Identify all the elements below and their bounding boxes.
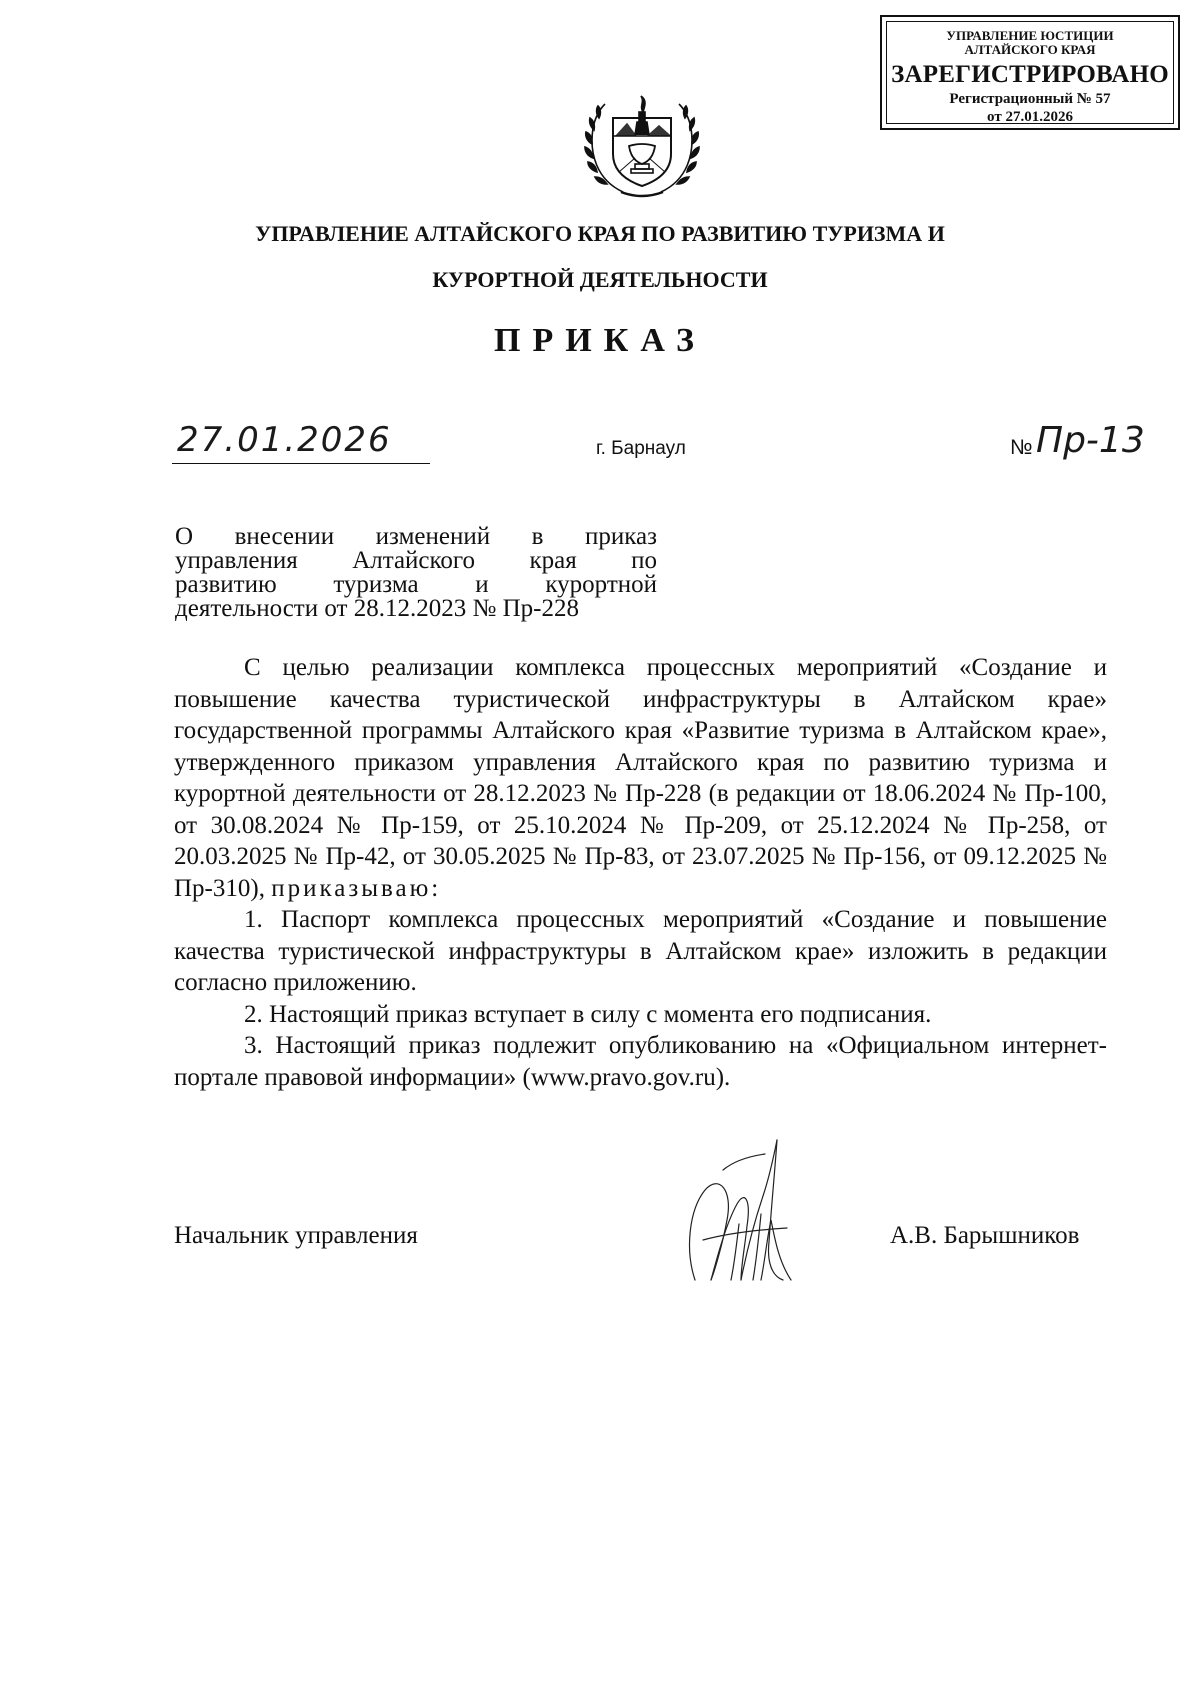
number-sign: № <box>1010 436 1033 459</box>
subject-line-1: О внесении изменений в приказ <box>175 523 657 550</box>
document-title: ПРИКАЗ <box>494 322 706 359</box>
order-subject <box>175 525 657 621</box>
order-body <box>174 652 1107 1093</box>
handwritten-order-number: Пр-13 <box>1036 420 1145 461</box>
stamp-reg-date: от 27.01.2026 <box>987 109 1073 125</box>
handwritten-date: 27.01.2026 <box>177 420 392 460</box>
stamp-org-line-2: АЛТАЙСКОГО КРАЯ <box>964 42 1096 57</box>
order-item-2: 2. Настоящий приказ вступает в силу с момента его подписания. <box>244 1000 932 1028</box>
organization-title-line-1: УПРАВЛЕНИЕ АЛТАЙСКОГО КРАЯ ПО РАЗВИТИЮ ТУРИЗМА И <box>255 221 945 246</box>
preamble-paragraph <box>174 652 1107 904</box>
registration-stamp <box>880 15 1180 130</box>
handwritten-signature <box>675 1130 805 1295</box>
registration-stamp-inner <box>886 21 1174 124</box>
order-item-1: 1. Паспорт комплекса процессных мероприятий «Создание и повышение качества туристической инфраструктуры в Алтайском крае» изложить в редакции согласно приложению. <box>174 906 1107 996</box>
subject-line-3: развитию туризма и курортной <box>175 571 657 598</box>
stamp-org-line-1: УПРАВЛЕНИЕ ЮСТИЦИИ <box>946 28 1114 43</box>
stamp-title: ЗАРЕГИСТРИРОВАНО <box>891 61 1169 88</box>
place-of-issue: г. Барнаул <box>596 438 686 459</box>
signer-name: А.В. Барышников <box>890 1222 1080 1249</box>
stamp-reg-number: Регистрационный № 57 <box>949 91 1111 107</box>
subject-line-4: деятельности от 28.12.2023 № Пр-228 <box>175 595 579 622</box>
coat-of-arms-emblem <box>583 88 701 200</box>
date-underline <box>172 463 430 464</box>
signer-position: Начальник управления <box>174 1222 418 1249</box>
subject-line-2: управления Алтайского края по <box>175 547 657 574</box>
organization-title-line-2: КУРОРТНОЙ ДЕЯТЕЛЬНОСТИ <box>432 267 768 292</box>
order-item-3: 3. Настоящий приказ подлежит опубликованию на «Официальном интернет-портале правовой информации» (www.pravo.gov.ru). <box>174 1032 1107 1091</box>
order-word: приказываю: <box>271 874 442 902</box>
preamble-text: С целью реализации комплекса процессных мероприятий «Создание и повышение качества туристической инфраструктуры в Алтайском крае» государственной программы Алтайского края «Развитие туризма в Алтайском крае», утвержденного приказом управления Алтайского края по развитию туризма и курортной деятельности от 28.12.2023 № Пр-228 (в редакции от 18.06.2024 № Пр-100, от 30.08.2024 № Пр-159, от 25.10.2024 № Пр-209, от 25.12.2024 № Пр-258, от 20.03.2025 № Пр-42, от 30.05.2025 № Пр-83, от 23.07.2025 № Пр-156, от 09.12.2025 № Пр-310), <box>174 654 1107 902</box>
